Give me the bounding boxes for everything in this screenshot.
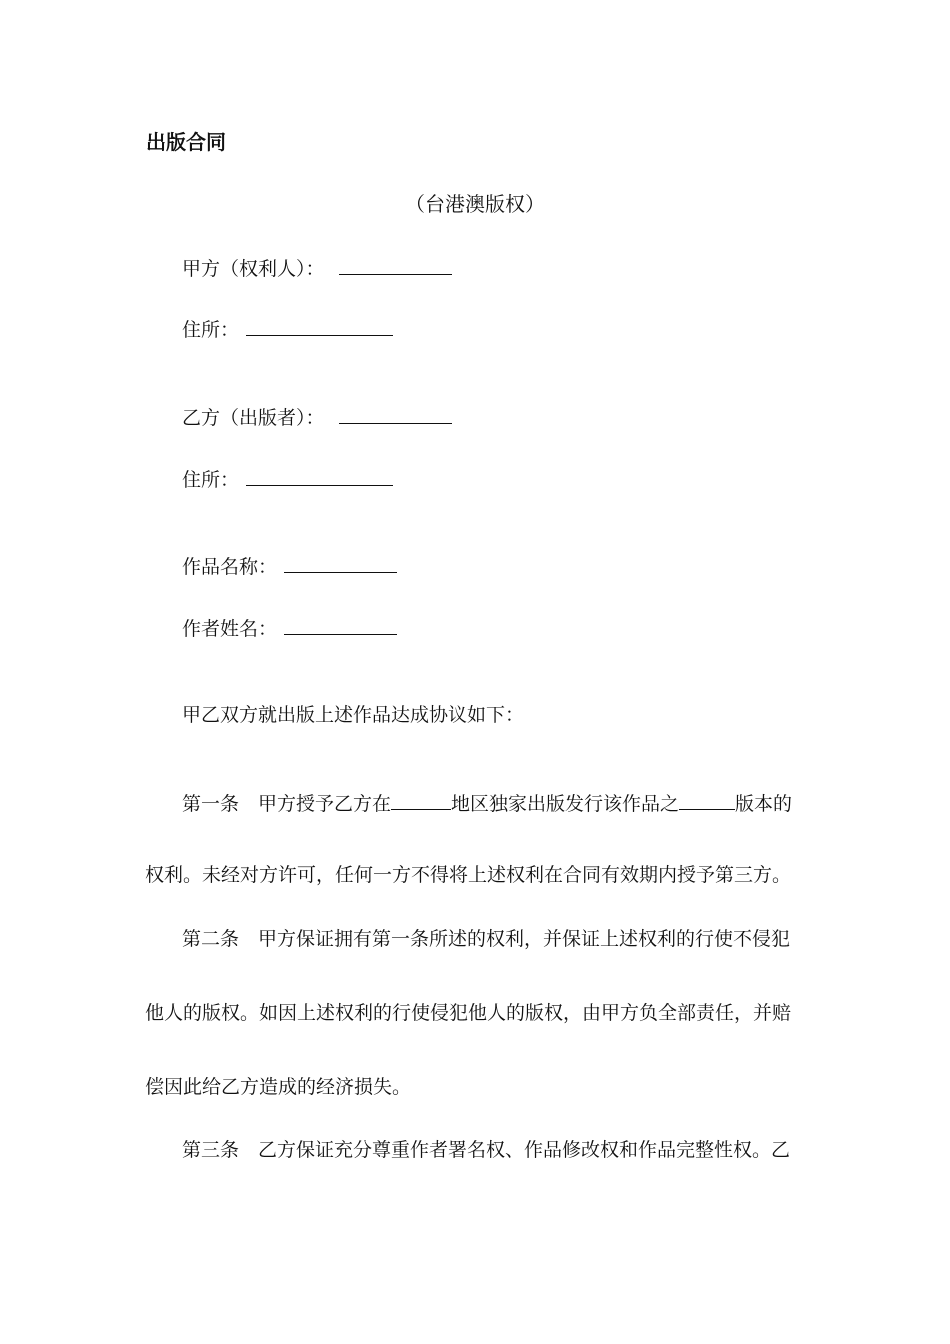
article1-version-blank[interactable] xyxy=(679,789,735,810)
article1-heading: 第一条 xyxy=(182,793,240,815)
party-a-row xyxy=(182,254,452,281)
article1-text-part1: 甲方授予乙方在 xyxy=(258,793,392,815)
article1-region-blank[interactable] xyxy=(391,789,451,810)
party-b-blank[interactable] xyxy=(339,403,452,424)
contract-subtitle: （台港澳版权） xyxy=(405,192,545,216)
article2-line2: 他人的版权。如因上述权利的行使侵犯他人的版权，由甲方负全部责任，并赔 xyxy=(145,1002,792,1024)
party-b-label: 乙方（出版者）： xyxy=(182,407,325,429)
article3-text-line1: 乙方保证充分尊重作者署名权、作品修改权和作品完整性权。乙 xyxy=(258,1139,791,1161)
party-a-label: 甲方（权利人）： xyxy=(182,258,325,280)
party-a-blank[interactable] xyxy=(339,254,452,275)
party-b-address-row xyxy=(182,465,393,492)
party-a-address-blank[interactable] xyxy=(246,315,393,336)
work-title-blank[interactable] xyxy=(284,552,397,573)
author-name-row xyxy=(182,614,397,641)
article2-heading: 第二条 xyxy=(182,928,240,950)
party-b-row xyxy=(182,403,452,430)
article2-line1 xyxy=(182,927,790,951)
article1-text-part3: 版本的 xyxy=(735,793,793,815)
article3-heading: 第三条 xyxy=(182,1139,240,1161)
article1-line2: 权利。未经对方许可，任何一方不得将上述权利在合同有效期内授予第三方。 xyxy=(145,864,792,886)
article2-line3: 偿因此给乙方造成的经济损失。 xyxy=(145,1076,412,1098)
article2-text-line1: 甲方保证拥有第一条所述的权利，并保证上述权利的行使不侵犯 xyxy=(258,928,791,950)
work-title-label: 作品名称： xyxy=(182,556,278,578)
work-title-row xyxy=(182,552,397,579)
party-b-address-label: 住所： xyxy=(182,469,240,491)
author-name-blank[interactable] xyxy=(284,614,397,635)
article3-line1 xyxy=(182,1138,790,1162)
article1-text-part2: 地区独家出版发行该作品之 xyxy=(451,793,680,815)
author-name-label: 作者姓名： xyxy=(182,618,278,640)
party-b-address-blank[interactable] xyxy=(246,465,393,486)
article1-line1 xyxy=(182,789,792,816)
intro-paragraph: 甲乙双方就出版上述作品达成协议如下： xyxy=(182,704,525,726)
contract-title: 出版合同 xyxy=(146,130,226,154)
party-a-address-label: 住所： xyxy=(182,319,240,341)
party-a-address-row xyxy=(182,315,393,342)
